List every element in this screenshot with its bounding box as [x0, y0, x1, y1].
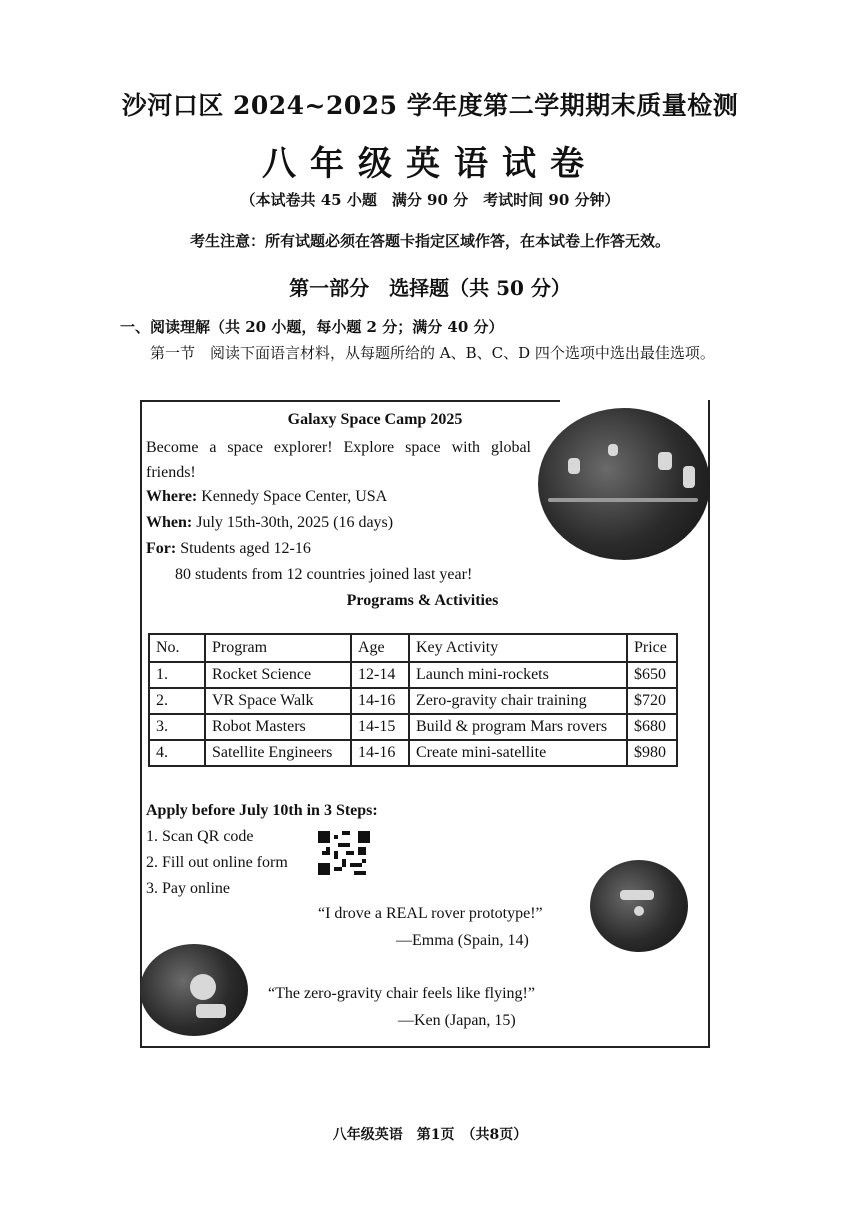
where-line — [146, 488, 387, 506]
header-no: No. — [149, 634, 205, 662]
advert-title: Galaxy Space Camp 2025 — [287, 411, 463, 428]
cell-activity: Launch mini-rockets — [409, 662, 627, 688]
section-heading: 一、阅读理解（共 20 小题，每小题 2 分；满分 40 分） — [120, 318, 504, 336]
cell-age: 14-16 — [351, 688, 409, 714]
classroom-photo — [538, 408, 710, 560]
exam-info: （本试卷共 45 小题 满分 90 分 考试时间 90 分钟） — [240, 191, 620, 209]
paper-subtitle: 八年级英语试卷 — [262, 144, 598, 184]
advert-top-border — [140, 400, 560, 402]
section-instruction: 第一节 阅读下面语言材料，从每题所给的 A、B、C、D 四个选项中选出最佳选项。 — [150, 344, 715, 362]
header-price: Price — [627, 634, 677, 662]
when-line — [146, 514, 393, 532]
part-title: 第一部分 选择题（共 50 分） — [289, 276, 571, 300]
photo-detail — [683, 466, 695, 488]
page-footer: 八年级英语 第1页 （共8页） — [332, 1127, 528, 1143]
cell-price: $650 — [627, 662, 677, 688]
photo-detail — [608, 444, 618, 456]
cell-age: 14-16 — [351, 740, 409, 766]
advert-intro: Become a space explorer! Explore space with global friends! — [146, 439, 531, 481]
photo-detail — [568, 458, 580, 474]
for-value: Students aged 12-16 — [176, 540, 311, 557]
cell-no: 1. — [149, 662, 205, 688]
cell-activity: Zero-gravity chair training — [409, 688, 627, 714]
cell-price: $720 — [627, 688, 677, 714]
quote-text: “The zero-gravity chair feels like flying!” — [268, 985, 535, 1002]
header-age: Age — [351, 634, 409, 662]
cell-price: $980 — [627, 740, 677, 766]
where-value: Kennedy Space Center, USA — [197, 488, 388, 505]
cell-age: 12-14 — [351, 662, 409, 688]
for-line — [146, 540, 311, 558]
rover-photo — [590, 860, 688, 952]
programs-table — [148, 633, 678, 767]
cell-price: $680 — [627, 714, 677, 740]
cell-program: VR Space Walk — [205, 688, 351, 714]
photo-detail — [196, 1004, 226, 1018]
cell-program: Satellite Engineers — [205, 740, 351, 766]
when-label: When: — [146, 514, 193, 531]
photo-detail — [658, 452, 672, 470]
cell-no: 2. — [149, 688, 205, 714]
photo-detail — [634, 906, 644, 916]
step-item: 1. Scan QR code — [146, 828, 254, 845]
for-label: For: — [146, 540, 177, 557]
cell-program: Rocket Science — [205, 662, 351, 688]
exam-title: 沙河口区 2024~2025 学年度第二学期期末质量检测 — [121, 91, 739, 120]
cell-age: 14-15 — [351, 714, 409, 740]
table-header-row — [149, 634, 677, 662]
cell-program: Robot Masters — [205, 714, 351, 740]
photo-detail — [620, 890, 654, 900]
table-row — [149, 662, 677, 688]
programs-heading: Programs & Activities — [346, 592, 499, 609]
photo-detail — [548, 498, 698, 502]
header-key-activity: Key Activity — [409, 634, 627, 662]
quote-attribution: —Emma (Spain, 14) — [396, 932, 529, 949]
table-row — [149, 688, 677, 714]
table-row — [149, 740, 677, 766]
exam-notice: 考生注意：所有试题必须在答题卡指定区域作答，在本试卷上作答无效。 — [189, 232, 670, 250]
last-year-line: 80 students from 12 countries joined last year! — [175, 566, 473, 583]
cell-no: 3. — [149, 714, 205, 740]
table-row — [149, 714, 677, 740]
when-value: July 15th-30th, 2025 (16 days) — [192, 514, 394, 531]
cell-activity: Build & program Mars rovers — [409, 714, 627, 740]
apply-heading: Apply before July 10th in 3 Steps: — [146, 802, 378, 819]
step-item: 3. Pay online — [146, 880, 230, 897]
header-program: Program — [205, 634, 351, 662]
quote-attribution: —Ken (Japan, 15) — [398, 1012, 516, 1029]
qr-code-icon[interactable] — [318, 830, 370, 876]
astronaut-photo — [140, 944, 248, 1036]
quote-text: “I drove a REAL rover prototype!” — [318, 905, 543, 922]
cell-no: 4. — [149, 740, 205, 766]
cell-activity: Create mini-satellite — [409, 740, 627, 766]
photo-detail — [190, 974, 216, 1000]
where-label: Where: — [146, 488, 198, 505]
step-item: 2. Fill out online form — [146, 854, 288, 871]
